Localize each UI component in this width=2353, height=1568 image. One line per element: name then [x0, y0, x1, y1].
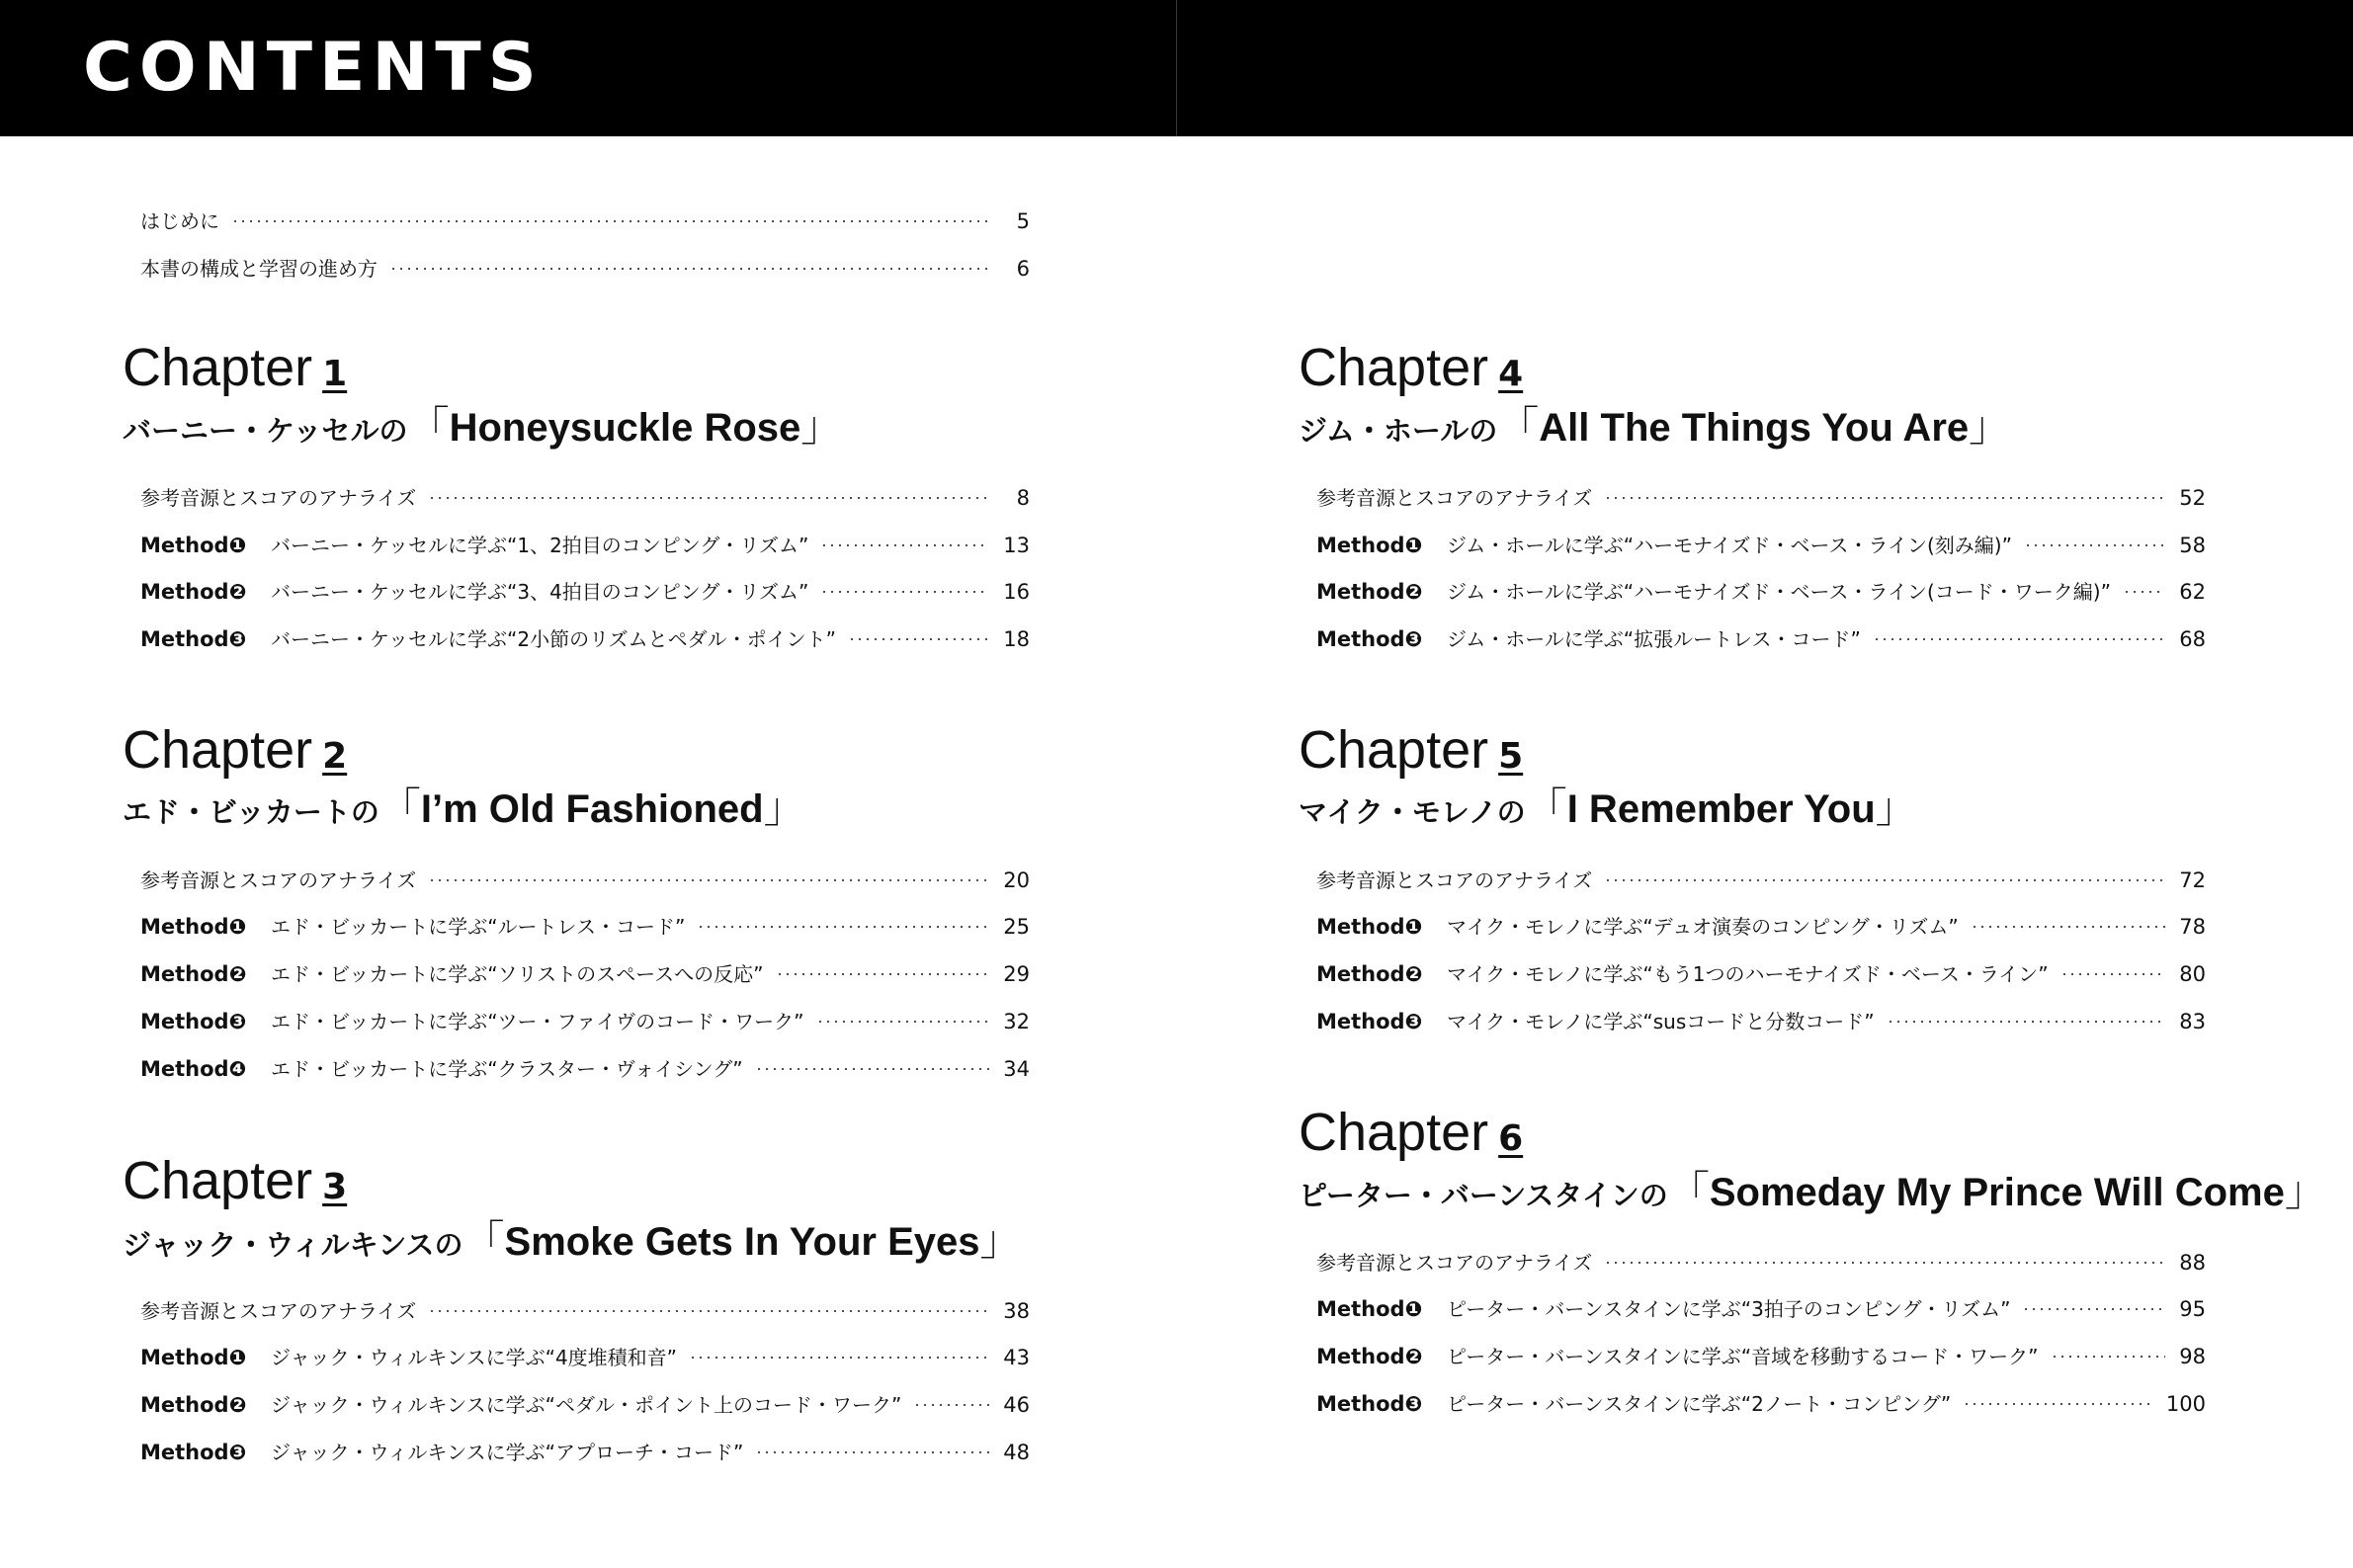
entry-label: マイク・モレノに学ぶ“もう1つのハーモナイズド・ベース・ライン” — [1447, 962, 2049, 986]
entry-label: ジム・ホールに学ぶ“ハーモナイズド・ベース・ライン(刻み編)” — [1447, 534, 2012, 557]
entry-label: ジャック・ウィルキンスに学ぶ“ペダル・ポイント上のコード・ワーク” — [271, 1393, 902, 1417]
chapter-label: Chapter — [1299, 720, 1489, 780]
song-title: I’m Old Fashioned — [420, 787, 764, 831]
method-label: Method❸ — [140, 1441, 247, 1464]
dot-leader — [697, 926, 989, 928]
dot-leader — [1971, 926, 2166, 928]
chapter-label: Chapter — [123, 1151, 313, 1210]
toc-entry[interactable] — [1316, 623, 2206, 655]
method-label: Method❶ — [1316, 915, 1423, 939]
artist-name: ピーター・バーンスタインの — [1299, 1179, 1668, 1212]
chapter-label: Chapter — [1299, 338, 1489, 397]
page-number: 8 — [1016, 486, 1030, 510]
toc-entry[interactable] — [140, 1053, 1030, 1085]
method-label: Method❸ — [1316, 1010, 1423, 1033]
dot-leader — [913, 1404, 989, 1406]
dot-leader — [1887, 1021, 2166, 1023]
entry-label: 参考音源とスコアのアナライズ — [140, 868, 417, 892]
method-label: Method❶ — [140, 1346, 247, 1369]
chapter-subtitle — [1299, 1164, 2326, 1219]
page-number: 48 — [1003, 1441, 1030, 1464]
method-label: Method❷ — [1316, 1345, 1423, 1368]
entry-label: 参考音源とスコアのアナライズ — [1316, 868, 1593, 892]
method-label: Method❹ — [140, 1057, 247, 1081]
toc-entry[interactable] — [1316, 1293, 2206, 1325]
chapter-subtitle — [123, 1213, 1022, 1269]
toc-entry[interactable] — [140, 911, 1030, 943]
dot-leader — [820, 591, 989, 593]
chapter-label: Chapter — [1299, 1103, 1489, 1162]
song-title: I Remember You — [1566, 787, 1876, 831]
artist-name: マイク・モレノの — [1299, 795, 1526, 829]
toc-entry[interactable] — [1316, 1006, 2206, 1037]
page-number: 20 — [1003, 868, 1030, 892]
entry-label: エド・ビッカートに学ぶ“ソリストのスペースへの反応” — [271, 962, 764, 986]
page-number: 18 — [1003, 627, 1030, 651]
page-number: 78 — [2179, 915, 2206, 939]
page-number: 43 — [1003, 1346, 1030, 1369]
toc-entry[interactable] — [140, 1437, 1030, 1468]
entry-label: マイク・モレノに学ぶ“susコードと分数コード” — [1447, 1010, 1875, 1033]
chapter-label: Chapter — [123, 720, 313, 780]
chapter-heading[interactable] — [123, 718, 347, 782]
dot-leader — [2051, 1356, 2166, 1358]
entry-label: バーニー・ケッセルに学ぶ“3、4拍目のコンピング・リズム” — [271, 580, 809, 604]
dot-leader — [755, 1068, 990, 1070]
chapter-number: 3 — [322, 1167, 348, 1207]
close-bracket: 」 — [763, 784, 805, 832]
dot-leader — [2024, 544, 2165, 546]
page-number: 32 — [1003, 1010, 1030, 1033]
page-number: 38 — [1003, 1299, 1030, 1323]
toc-entry[interactable] — [1316, 911, 2206, 943]
page-number: 98 — [2179, 1345, 2206, 1368]
chapter-heading[interactable] — [1299, 718, 1523, 782]
chapter-subtitle — [1299, 781, 1917, 836]
entry-label: ピーター・バーンスタインに学ぶ“2ノート・コンピング” — [1447, 1392, 1952, 1416]
close-bracket: 」 — [1969, 402, 2011, 451]
song-title: Honeysuckle Rose — [449, 406, 801, 450]
entry-label: ジム・ホールに学ぶ“ハーモナイズド・ベース・ライン(コード・ワーク編)” — [1447, 580, 2111, 604]
toc-entry[interactable] — [140, 1006, 1030, 1037]
toc-entry[interactable] — [1316, 530, 2206, 561]
toc-entry[interactable] — [140, 623, 1030, 655]
toc-entry[interactable] — [140, 482, 1030, 514]
artist-name: エド・ビッカートの — [123, 795, 379, 829]
dot-leader — [1963, 1403, 2152, 1405]
toc-entry[interactable] — [1316, 1247, 2206, 1279]
entry-label: ピーター・バーンスタインに学ぶ“3拍子のコンピング・リズム” — [1447, 1297, 2011, 1321]
page-number: 46 — [1003, 1393, 1030, 1417]
close-bracket: 」 — [2284, 1167, 2326, 1215]
dot-leader — [428, 1310, 989, 1312]
method-label: Method❷ — [140, 580, 247, 604]
method-label: Method❷ — [1316, 580, 1423, 604]
method-label: Method❸ — [1316, 627, 1423, 651]
toc-entry[interactable] — [140, 530, 1030, 561]
entry-label: バーニー・ケッセルに学ぶ“1、2拍目のコンピング・リズム” — [271, 534, 809, 557]
dot-leader — [2022, 1308, 2165, 1310]
toc-entry[interactable] — [1316, 482, 2206, 514]
page-number: 80 — [2179, 962, 2206, 986]
dot-leader — [428, 497, 990, 499]
entry-label: ジャック・ウィルキンスに学ぶ“4度堆積和音” — [271, 1346, 678, 1369]
entry-label: 参考音源とスコアのアナライズ — [140, 1299, 417, 1323]
artist-name: ジム・ホールの — [1299, 414, 1498, 448]
toc-entry[interactable] — [140, 865, 1030, 896]
close-bracket: 」 — [800, 402, 843, 451]
page-fold-divider — [1176, 0, 1177, 136]
toc-entry[interactable] — [140, 1389, 1030, 1421]
chapter-number: 1 — [322, 354, 348, 394]
toc-entry-intro[interactable] — [140, 206, 1030, 237]
open-bracket: 「 — [407, 402, 450, 451]
toc-entry[interactable] — [140, 958, 1030, 990]
chapter-label: Chapter — [123, 338, 313, 397]
chapter-number: 6 — [1498, 1118, 1524, 1159]
dot-leader — [428, 879, 989, 881]
method-label: Method❶ — [140, 915, 247, 939]
page-number: 29 — [1003, 962, 1030, 986]
chapter-heading[interactable] — [123, 1149, 347, 1212]
page-number: 34 — [1003, 1057, 1030, 1081]
method-label: Method❸ — [140, 627, 247, 651]
chapter-number: 4 — [1498, 354, 1524, 394]
method-label: Method❸ — [140, 1010, 247, 1033]
toc-entry[interactable] — [1316, 865, 2206, 896]
toc-entry[interactable] — [1316, 1388, 2206, 1420]
open-bracket: 「 — [462, 1216, 505, 1265]
method-label: Method❷ — [140, 1393, 247, 1417]
entry-label: 参考音源とスコアのアナライズ — [1316, 486, 1593, 510]
entry-label: はじめに — [140, 209, 219, 233]
toc-entry[interactable] — [140, 1342, 1030, 1373]
chapter-number: 5 — [1498, 736, 1524, 777]
toc-entry[interactable] — [140, 1295, 1030, 1327]
method-label: Method❷ — [1316, 962, 1423, 986]
toc-entry[interactable] — [1316, 1341, 2206, 1372]
page-number: 5 — [1016, 209, 1030, 233]
artist-name: バーニー・ケッセルの — [123, 414, 408, 448]
page-number: 100 — [2165, 1392, 2206, 1416]
chapter-heading[interactable] — [1299, 1101, 1523, 1164]
dot-leader — [776, 973, 990, 975]
artist-name: ジャック・ウィルキンスの — [123, 1228, 463, 1262]
dot-leader — [1604, 1262, 2165, 1264]
entry-label: エド・ビッカートに学ぶ“ルートレス・コード” — [271, 915, 686, 939]
chapter-heading[interactable] — [123, 336, 347, 399]
open-bracket: 「 — [1525, 784, 1567, 832]
entry-label: ジャック・ウィルキンスに学ぶ“アプローチ・コード” — [271, 1441, 744, 1464]
dot-leader — [1604, 497, 2165, 499]
page-title: CONTENTS — [83, 29, 544, 107]
dot-leader — [689, 1357, 989, 1359]
entry-label: エド・ビッカートに学ぶ“ツー・ファイヴのコード・ワーク” — [271, 1010, 804, 1033]
method-label: Method❸ — [1316, 1392, 1423, 1416]
dot-leader — [848, 638, 989, 640]
entry-label: マイク・モレノに学ぶ“デュオ演奏のコンピング・リズム” — [1447, 915, 1959, 939]
page-number: 72 — [2179, 868, 2206, 892]
contents-header — [0, 0, 2353, 136]
chapter-subtitle — [1299, 399, 2010, 454]
page-number: 68 — [2179, 627, 2206, 651]
open-bracket: 「 — [1667, 1167, 1710, 1215]
page-number: 58 — [2179, 534, 2206, 557]
close-bracket: 」 — [1875, 784, 1917, 832]
chapter-number: 2 — [322, 736, 348, 777]
dot-leader — [820, 544, 989, 546]
song-title: All The Things You Are — [1539, 406, 1970, 450]
entry-label: エド・ビッカートに学ぶ“クラスター・ヴォイシング” — [271, 1057, 743, 1081]
dot-leader — [389, 268, 990, 270]
page-number: 95 — [2179, 1297, 2206, 1321]
entry-label: 参考音源とスコアのアナライズ — [1316, 1251, 1593, 1275]
page-number: 88 — [2179, 1251, 2206, 1275]
page-number: 13 — [1003, 534, 1030, 557]
method-label: Method❶ — [1316, 534, 1423, 557]
page-number: 83 — [2179, 1010, 2206, 1033]
song-title: Smoke Gets In Your Eyes — [504, 1220, 980, 1264]
page-number: 6 — [1016, 257, 1030, 281]
dot-leader — [231, 220, 990, 222]
dot-leader — [1604, 879, 2165, 881]
dot-leader — [816, 1021, 990, 1023]
chapter-subtitle — [123, 781, 805, 836]
method-label: Method❶ — [140, 534, 247, 557]
entry-label: 本書の構成と学習の進め方 — [140, 257, 378, 281]
open-bracket: 「 — [378, 784, 421, 832]
chapter-subtitle — [123, 399, 842, 454]
method-label: Method❶ — [1316, 1297, 1423, 1321]
page-number: 25 — [1003, 915, 1030, 939]
entry-label: ピーター・バーンスタインに学ぶ“音域を移動するコード・ワーク” — [1447, 1345, 2039, 1368]
toc-entry[interactable] — [1316, 576, 2206, 608]
entry-label: ジム・ホールに学ぶ“拡張ルートレス・コード” — [1447, 627, 1861, 651]
toc-entry[interactable] — [140, 576, 1030, 608]
page-number: 62 — [2179, 580, 2206, 604]
dot-leader — [2123, 591, 2165, 593]
toc-entry-structure[interactable] — [140, 253, 1030, 285]
method-label: Method❷ — [140, 962, 247, 986]
open-bracket: 「 — [1497, 402, 1540, 451]
entry-label: 参考音源とスコアのアナライズ — [140, 486, 417, 510]
chapter-heading[interactable] — [1299, 336, 1523, 399]
close-bracket: 」 — [979, 1216, 1022, 1265]
page-number: 16 — [1003, 580, 1030, 604]
dot-leader — [1873, 638, 2165, 640]
page-number: 52 — [2179, 486, 2206, 510]
dot-leader — [2060, 973, 2166, 975]
toc-entry[interactable] — [1316, 958, 2206, 990]
dot-leader — [755, 1451, 989, 1453]
entry-label: バーニー・ケッセルに学ぶ“2小節のリズムとペダル・ポイント” — [271, 627, 837, 651]
song-title: Someday My Prince Will Come — [1709, 1171, 2285, 1214]
